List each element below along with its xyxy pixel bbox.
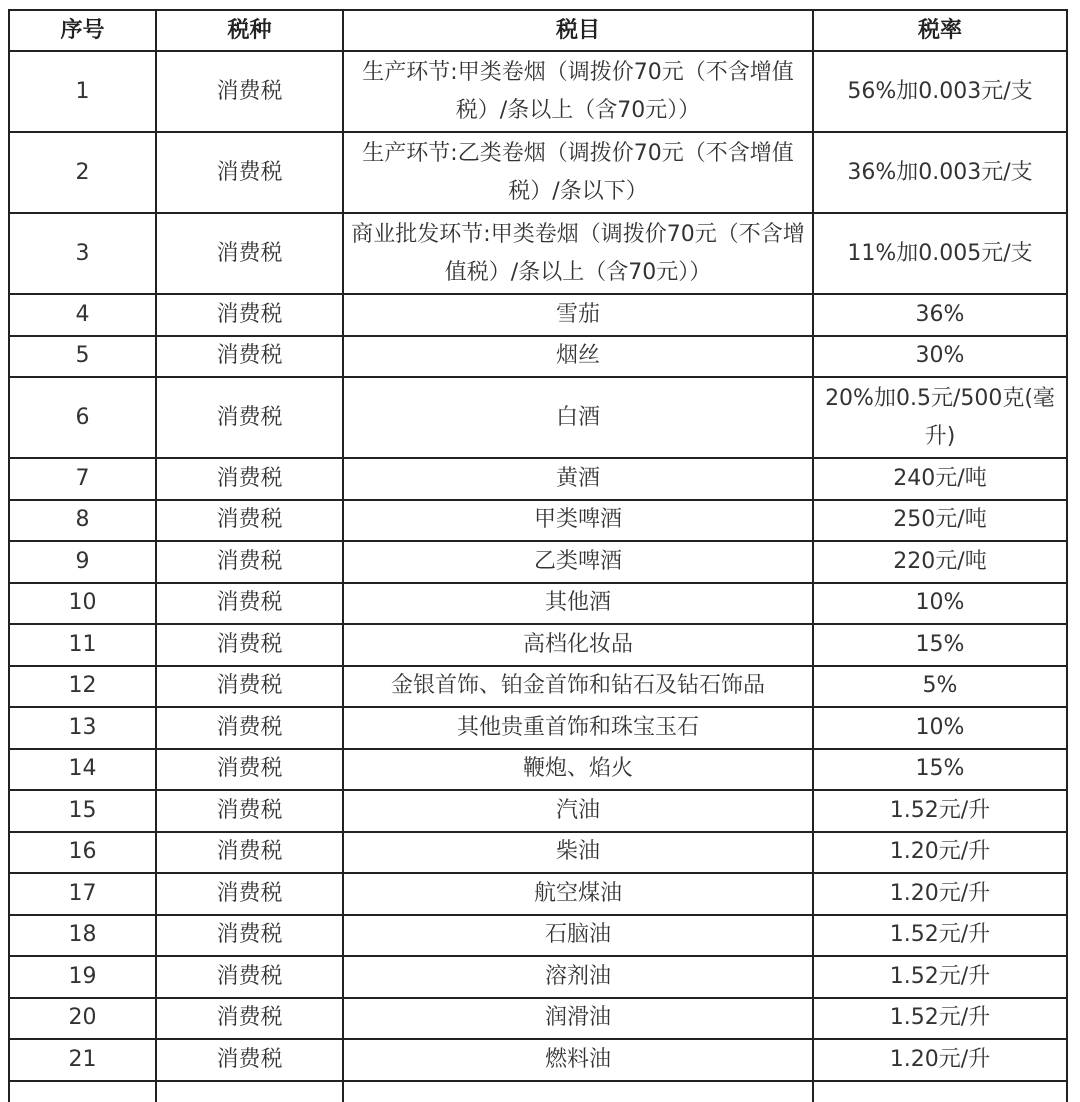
cell-tax-item: 甲类啤酒 xyxy=(343,500,813,542)
cell-tax-item: 乙类啤酒 xyxy=(343,541,813,583)
cell-tax-type: 消费税 xyxy=(156,832,343,874)
cell-serial-number: 2 xyxy=(9,132,156,213)
cell-tax-rate: 10% xyxy=(813,707,1067,749)
cell-serial-number: 8 xyxy=(9,500,156,542)
cell-tax-type: 消费税 xyxy=(156,956,343,998)
cell-serial-number: 4 xyxy=(9,294,156,336)
cell-tax-rate: 15% xyxy=(813,624,1067,666)
cell-tax-item: 柴油 xyxy=(343,832,813,874)
cell-tax-item: 黄酒 xyxy=(343,458,813,500)
cell-serial-number: 12 xyxy=(9,666,156,708)
cell-tax-rate: 30% xyxy=(813,336,1067,378)
cell-serial-number: 5 xyxy=(9,336,156,378)
cell-serial-number: 15 xyxy=(9,790,156,832)
cell-tax-type: 消费税 xyxy=(156,132,343,213)
cell-serial-number: 11 xyxy=(9,624,156,666)
cell-serial-number: 20 xyxy=(9,998,156,1040)
cell-serial-number: 17 xyxy=(9,873,156,915)
cell-tax-type: 消费税 xyxy=(156,583,343,625)
cell-tax-type: 消费税 xyxy=(156,873,343,915)
cell-tax-type: 消费税 xyxy=(156,666,343,708)
cell-tax-item: 润滑油 xyxy=(343,998,813,1040)
cell-tax-type: 消费税 xyxy=(156,458,343,500)
cell-serial-number: 10 xyxy=(9,583,156,625)
cell-serial-number: 16 xyxy=(9,832,156,874)
cell-tax-rate: 20%加0.5元/500克(毫升) xyxy=(813,377,1067,458)
table-row xyxy=(9,500,1067,542)
cell-tax-rate: 1.52元/升 xyxy=(813,790,1067,832)
table-row xyxy=(9,873,1067,915)
table-row xyxy=(9,832,1067,874)
header-tax-type: 税种 xyxy=(156,10,343,51)
cell-tax-rate: 10% xyxy=(813,583,1067,625)
cell-tax-item: 烟丝 xyxy=(343,336,813,378)
cell-tax-item: 其他贵重首饰和珠宝玉石 xyxy=(343,707,813,749)
cell-tax-rate: 56%加0.003元/支 xyxy=(813,51,1067,132)
table-row xyxy=(9,1039,1067,1081)
cell-tax-item: 商业批发环节:甲类卷烟（调拨价70元（不含增值税）/条以上（含70元）） xyxy=(343,213,813,294)
table-row xyxy=(9,51,1067,132)
cell-tax-type: 消费税 xyxy=(156,790,343,832)
cell-tax-rate: 5% xyxy=(813,666,1067,708)
table-row xyxy=(9,998,1067,1040)
cell-tax-rate: 1.52元/升 xyxy=(813,998,1067,1040)
table-row xyxy=(9,213,1067,294)
cell-tax-item: 燃料油 xyxy=(343,1039,813,1081)
cell-serial-number: 18 xyxy=(9,915,156,957)
cell-serial-number: 3 xyxy=(9,213,156,294)
cell-tax-rate: 1.20元/升 xyxy=(813,873,1067,915)
header-tax-rate: 税率 xyxy=(813,10,1067,51)
table-row xyxy=(9,458,1067,500)
cell-tax-rate: 11%加0.005元/支 xyxy=(813,213,1067,294)
cell-serial-number: 1 xyxy=(9,51,156,132)
cell-serial-number: 9 xyxy=(9,541,156,583)
cell-tax-item: 汽油 xyxy=(343,790,813,832)
cell-tax-type: 消费税 xyxy=(156,213,343,294)
cell-tax-type: 消费税 xyxy=(156,624,343,666)
cell-tax-type: 消费税 xyxy=(156,336,343,378)
table-row xyxy=(9,666,1067,708)
cell-tax-rate: 15% xyxy=(813,749,1067,791)
cell-tax-item: 高档化妆品 xyxy=(343,624,813,666)
cell-tax-type: 消费税 xyxy=(156,707,343,749)
cell-tax-rate: 250元/吨 xyxy=(813,500,1067,542)
cell-tax-type: 消费税 xyxy=(156,541,343,583)
cell-tax-rate: 240元/吨 xyxy=(813,458,1067,500)
cell-tax-item: 雪茄 xyxy=(343,294,813,336)
cell-serial-number: 19 xyxy=(9,956,156,998)
table-row xyxy=(9,132,1067,213)
cell-tax-item: 航空煤油 xyxy=(343,873,813,915)
table-row xyxy=(9,583,1067,625)
table-row xyxy=(9,336,1067,378)
cell-tax-type: 消费税 xyxy=(156,749,343,791)
tax-rate-table-container xyxy=(8,9,1068,1102)
cell-tax-item: 生产环节:乙类卷烟（调拨价70元（不含增值税）/条以下） xyxy=(343,132,813,213)
cell-tax-item: 金银首饰、铂金首饰和钻石及钻石饰品 xyxy=(343,666,813,708)
cell-tax-rate: 1.52元/升 xyxy=(813,915,1067,957)
cell-serial-number: 21 xyxy=(9,1039,156,1081)
cell-serial-number: 7 xyxy=(9,458,156,500)
cell-tax-item: 鞭炮、焰火 xyxy=(343,749,813,791)
table-row xyxy=(9,541,1067,583)
cell-tax-rate: 1.20元/升 xyxy=(813,1039,1067,1081)
cell-tax-item: 生产环节:甲类卷烟（调拨价70元（不含增值税）/条以上（含70元）） xyxy=(343,51,813,132)
table-row xyxy=(9,707,1067,749)
cell-serial-number: 13 xyxy=(9,707,156,749)
cell-tax-type: 消费税 xyxy=(156,377,343,458)
cell-tax-type: 消费税 xyxy=(156,294,343,336)
tax-rate-table xyxy=(8,9,1068,1102)
table-header xyxy=(9,10,1067,51)
cell-tax-rate: 220元/吨 xyxy=(813,541,1067,583)
cell-tax-type: 消费税 xyxy=(156,1039,343,1081)
table-row xyxy=(9,749,1067,791)
header-tax-item: 税目 xyxy=(343,10,813,51)
table-row xyxy=(9,915,1067,957)
cell-tax-type: 消费税 xyxy=(156,998,343,1040)
cell-tax-type: 消费税 xyxy=(156,915,343,957)
cell-tax-item: 白酒 xyxy=(343,377,813,458)
cell-serial-number: 14 xyxy=(9,749,156,791)
cell-tax-type: 消费税 xyxy=(156,51,343,132)
table-row xyxy=(9,624,1067,666)
table-row xyxy=(9,956,1067,998)
table-row xyxy=(9,294,1067,336)
cell-tax-rate: 1.20元/升 xyxy=(813,832,1067,874)
cell-tax-rate: 1.52元/升 xyxy=(813,956,1067,998)
cell-tax-item: 石脑油 xyxy=(343,915,813,957)
header-serial-number: 序号 xyxy=(9,10,156,51)
cell-tax-item: 其他酒 xyxy=(343,583,813,625)
cell-serial-number: 6 xyxy=(9,377,156,458)
cell-tax-rate: 36% xyxy=(813,294,1067,336)
table-row xyxy=(9,377,1067,458)
header-row xyxy=(9,10,1067,51)
cell-tax-item: 溶剂油 xyxy=(343,956,813,998)
cell-tax-rate: 36%加0.003元/支 xyxy=(813,132,1067,213)
cell-tax-type: 消费税 xyxy=(156,500,343,542)
table-body xyxy=(9,51,1067,1102)
table-row xyxy=(9,790,1067,832)
